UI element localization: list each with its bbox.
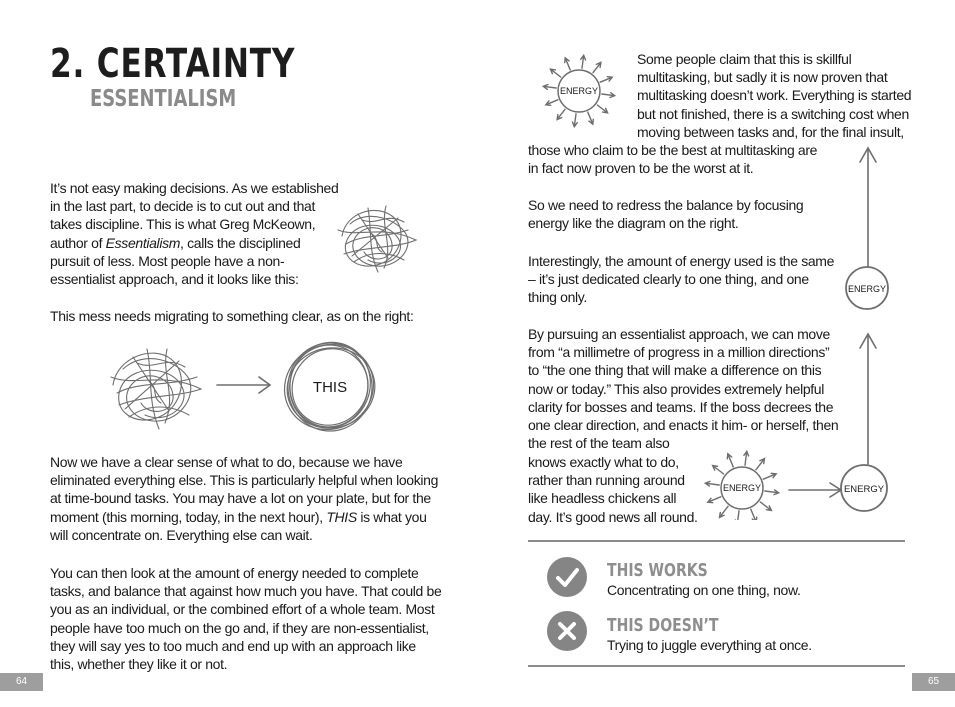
text-line: the rest of the team also xyxy=(528,435,670,452)
burst-ray-arrow xyxy=(760,502,771,511)
burst-ray-arrow xyxy=(713,466,724,475)
text-line: moving between tasks and, for the final insult, xyxy=(637,123,904,140)
burst-ray-arrow xyxy=(543,85,556,90)
text-fragment: , calls the disciplined xyxy=(180,234,301,251)
text-line: in the last part, to decide is to cut out and that xyxy=(50,198,316,215)
text-line: pursuit of less. Most people have a non- xyxy=(50,252,285,269)
checkmark-icon xyxy=(547,557,587,597)
text-line: takes discipline. This is what Greg McKeown, xyxy=(50,216,316,233)
text-line: By pursuing an essentialist approach, we can move xyxy=(528,326,830,342)
left-paragraph-3 xyxy=(50,453,438,544)
divider-top xyxy=(528,540,905,542)
text-line: clarity for bosses and teams. If the boss decrees the xyxy=(528,398,834,415)
text-line: Now we have a clear sense of what to do, because we have xyxy=(50,454,403,470)
text-line: This mess needs migrating to something clear, as on the right: xyxy=(50,308,414,324)
text-line: It’s not easy making decisions. As we established xyxy=(50,180,339,196)
text-line: from “a millimetre of progress in a million directions” xyxy=(528,344,830,361)
this-italic: THIS xyxy=(326,508,357,525)
text-line: eliminated everything else. This is particularly helpful when looking xyxy=(50,472,439,489)
burst-ray-arrow xyxy=(708,497,721,503)
burst-ray-arrow xyxy=(597,105,607,113)
text-line: like headless chickens all xyxy=(528,490,677,507)
text-line: – it’s just dedicated clearly to one thing, and one xyxy=(528,271,809,288)
text-fragment: is what you xyxy=(356,508,427,525)
this-doesnt-title: THIS DOESN’T xyxy=(607,615,719,636)
text-line xyxy=(50,234,338,252)
burst-ray-arrow xyxy=(550,69,560,77)
this-works-text: Concentrating on one thing, now. xyxy=(607,582,801,598)
text-fragment: author of xyxy=(50,234,106,251)
text-line: one clear direction, and enacts it him- or herself, then xyxy=(528,417,839,434)
text-line: energy like the diagram on the right. xyxy=(528,215,739,232)
cross-icon xyxy=(547,611,587,651)
burst-ray-arrow xyxy=(593,62,601,72)
burst-ray-arrow xyxy=(720,506,729,517)
text-line: knows exactly what to do, xyxy=(528,454,679,470)
text-line: people have too much on the go and, if they are non-essentialist, xyxy=(50,619,429,636)
right-arrow-icon xyxy=(217,377,270,393)
energy-label: ENERGY xyxy=(843,484,885,495)
burst-ray-arrow xyxy=(765,490,779,495)
burst-ray-arrow xyxy=(756,459,765,470)
scribble-mess-icon xyxy=(111,349,201,429)
right-page xyxy=(478,0,955,707)
right-paragraph-1 xyxy=(637,50,911,141)
text-line: So we need to redress the balance by focusing xyxy=(528,197,804,213)
text-line: now or today.” This also provides extremely helpful xyxy=(528,380,825,397)
text-line: but not finished, there is a switching cost when xyxy=(637,105,909,122)
burst-ray-arrow xyxy=(546,100,558,106)
focused-energy-diagram xyxy=(698,140,918,520)
burst-ray-arrow xyxy=(744,451,749,465)
text-line: You can then look at the amount of energy needed to complete xyxy=(50,565,419,581)
burst-ray-arrow xyxy=(600,77,612,83)
divider-bottom xyxy=(528,665,905,667)
text-line: essentialist approach, and it looks like this: xyxy=(50,271,299,288)
text-line: to “the one thing that will make a difference on this xyxy=(528,362,822,379)
chapter-heading: 2. CERTAINTY xyxy=(50,41,296,87)
this-label: THIS xyxy=(312,379,348,396)
chapter-subheading: ESSENTIALISM xyxy=(90,86,237,112)
scribble-mess-small-illustration xyxy=(328,194,424,280)
text-line: multitasking, but sadly it is now proven that xyxy=(637,69,888,86)
burst-ray-arrow xyxy=(735,511,740,520)
burst-ray-arrow xyxy=(602,93,615,98)
burst-ray-arrow xyxy=(705,481,719,486)
page-number: 64 xyxy=(0,673,43,691)
text-line xyxy=(50,508,438,526)
left-paragraph-4 xyxy=(50,564,441,673)
left-paragraph-1 xyxy=(50,179,338,288)
burst-ray-arrow xyxy=(763,473,776,479)
text-line: Interestingly, the amount of energy used is the same xyxy=(528,253,835,269)
text-line: they will say yes to too much and end up with an approach like xyxy=(50,637,416,654)
text-line: day. It’s good news all round. xyxy=(528,508,698,525)
mess-to-this-diagram xyxy=(105,335,395,445)
text-line: Some people claim that this is skillful xyxy=(637,51,852,67)
energy-label: ENERGY xyxy=(559,86,599,96)
text-line: tasks, and balance that against how much you have. That could be xyxy=(50,583,442,600)
burst-ray-arrow xyxy=(581,55,586,68)
text-line: multitasking doesn’t work. Everything is started xyxy=(637,87,912,104)
left-page xyxy=(0,0,477,707)
text-line: in fact now proven to be the worst at it. xyxy=(528,160,754,177)
burst-ray-arrow xyxy=(588,112,594,124)
energy-label: ENERGY xyxy=(722,483,762,493)
energy-burst-scattered-icon xyxy=(538,50,620,132)
right-paragraph-4-continued xyxy=(528,453,698,526)
text-line: at time-bound tasks. You may have a lot on your plate, but for the xyxy=(50,490,431,507)
burst-ray-arrow xyxy=(727,454,733,467)
text-line: this, whether they like it or not. xyxy=(50,656,228,673)
page-number: 65 xyxy=(912,673,955,691)
text-line: rather than running around xyxy=(528,472,685,489)
burst-ray-arrow xyxy=(573,114,578,127)
energy-label: ENERGY xyxy=(847,284,887,294)
text-line: those who claim to be the best at multitasking are xyxy=(528,142,818,158)
burst-ray-arrow xyxy=(557,109,565,119)
text-fragment: moment (this morning, today, in the next hour), xyxy=(50,508,327,525)
this-works-title: THIS WORKS xyxy=(607,560,708,581)
text-line: you as an individual, or the combined effort of a whole team. Most xyxy=(50,601,435,618)
text-line: thing only. xyxy=(528,289,587,306)
text-line: will concentrate on. Everything else can wait. xyxy=(50,526,313,543)
burst-ray-arrow xyxy=(751,509,757,520)
book-title-italic: Essentialism xyxy=(105,234,181,251)
burst-ray-arrow xyxy=(565,58,571,70)
this-doesnt-text: Trying to juggle everything at once. xyxy=(607,637,812,653)
left-paragraph-2 xyxy=(50,307,414,325)
